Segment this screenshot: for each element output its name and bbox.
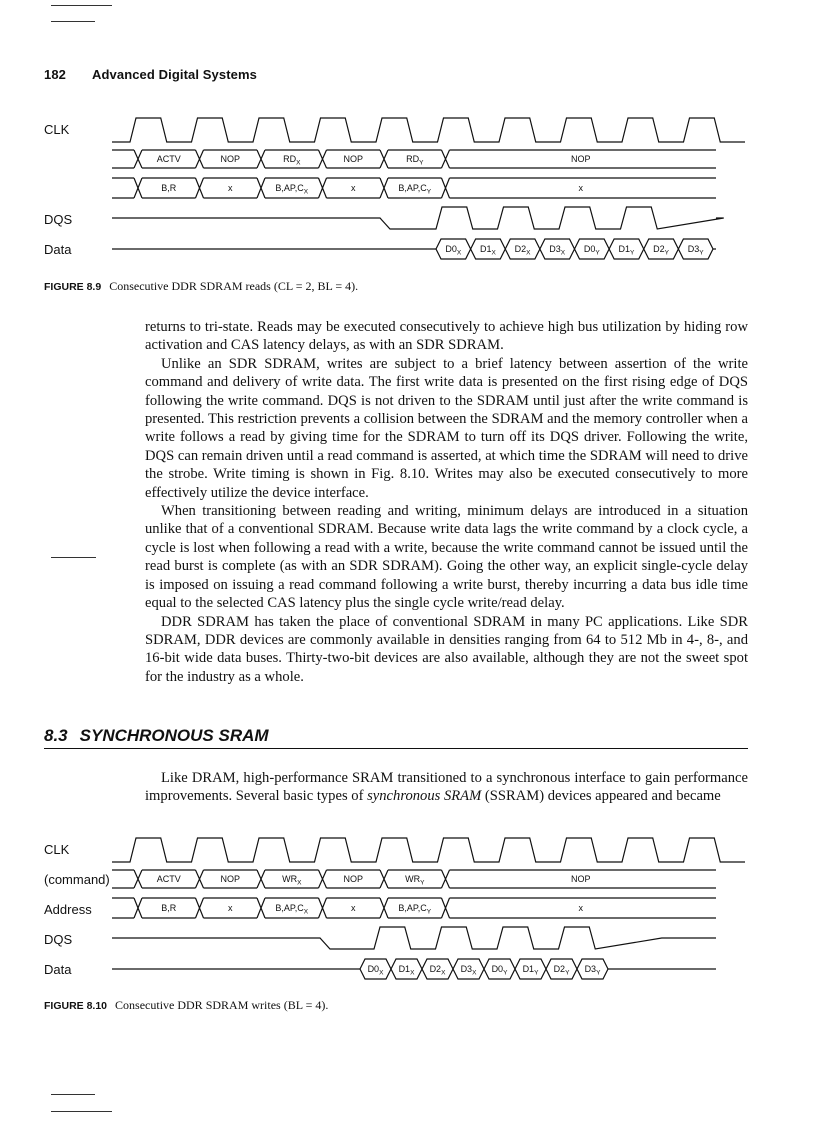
data-cell-label: $D0_Y$	[491, 964, 508, 977]
bus-value-label: x	[228, 183, 233, 194]
subscript: Y	[420, 879, 425, 887]
bus-value-label: ACTV	[156, 154, 181, 165]
subscript: Y	[534, 969, 539, 977]
section-body-text	[145, 769, 748, 806]
subscript: Y	[419, 159, 424, 167]
paragraph: Unlike an SDR SDRAM, writes are subject to a brief latency between assertion of the write command and delivery of write data. The first write data is presented on the first rising edge of DQS following the write command. DQS is not driven to the SDRAM until just after the write command is presented. This restriction prevents a collision between the SDRAM and the memory controller when a write follows a read by giving time for the SDRAM to turn off its DQS driver. Following the write, DQS can remain driven until a read command is asserted, at which time the SDRAM will need to drive the strobe. Write timing is shown in Fig. 8.10. Writes may also be executed consecutively to more effectively utilize the device interface.	[145, 355, 748, 501]
data-cell-label: $D3_Y$	[687, 244, 704, 257]
bus-idle	[112, 178, 134, 198]
bus-value-label: $RD_X$	[283, 154, 301, 167]
bus-segment	[319, 178, 381, 198]
margin-mark	[51, 557, 96, 558]
section-title: SYNCHRONOUS SRAM	[79, 726, 269, 745]
subscript: X	[303, 188, 309, 196]
bus-idle	[112, 870, 134, 888]
section-heading	[44, 726, 748, 749]
bus-value-label: B,R	[161, 183, 177, 194]
dqs-waveform	[112, 927, 716, 949]
bus-value-label: x	[578, 903, 583, 914]
bus-value-label: $RD_Y$	[406, 154, 424, 167]
bus-idle	[112, 150, 134, 168]
bus-value-label: $B,AP,C_X$	[275, 183, 309, 196]
data-cell-label: $D2_Y$	[553, 964, 570, 977]
bus-value-label: NOP	[343, 154, 364, 165]
subscript: X	[456, 249, 462, 257]
bus-value-label: $B,AP,C_Y$	[398, 183, 432, 196]
subscript: X	[472, 969, 477, 977]
bus-value-label: NOP	[570, 154, 591, 165]
body-text	[145, 318, 748, 686]
crop-mark	[51, 1094, 95, 1095]
data-cell-label: $D2_Y$	[653, 244, 669, 257]
bus-segment	[196, 898, 258, 918]
paragraph: When transitioning between reading and writing, minimum delays are introduced in a situation unlike that of a conventional SDRAM. Because write data lags the write command by a clock cycle, a cycle is lost when following a read with a write, because the write command cannot be issued until the read burst is complete (as with an SDR SDRAM). Going the other way, an explicit single-cycle delay is imposed on issuing a read command following a write burst, thereby incurring a data bus idle time equal to the selected CAS latency plus the single cycle write/read delay.	[145, 503, 748, 612]
subscript: X	[410, 969, 415, 977]
paragraph	[145, 769, 748, 806]
clock-waveform	[112, 838, 745, 862]
bus-value-label: x	[228, 903, 233, 914]
subscript: Y	[699, 249, 704, 257]
figure-caption	[44, 998, 328, 1013]
emphasis-term: synchronous SRAM	[367, 788, 482, 805]
data-cell-label: $D1_Y$	[522, 964, 539, 977]
data-cell-label: $D0_X$	[445, 244, 462, 257]
data-cell-label: $D3_X$	[460, 964, 477, 977]
data-cell-label: $D3_X$	[549, 244, 566, 257]
bus-value-label: ACTV	[156, 874, 181, 885]
figure-caption	[44, 279, 358, 294]
subscript: X	[441, 969, 446, 977]
bus-value-label: $WR_Y$	[405, 874, 425, 887]
bus-value-label: x	[351, 183, 356, 194]
figure-label: FIGURE 8.9	[44, 281, 102, 293]
subscript: X	[296, 159, 301, 167]
subscript: X	[560, 249, 566, 257]
bus-value-label: NOP	[570, 874, 591, 885]
caption-text: Consecutive DDR SDRAM writes (BL = 4).	[115, 998, 329, 1012]
dqs-waveform	[112, 207, 724, 229]
crop-mark	[51, 21, 95, 22]
signal-label-dqs: DQS	[44, 932, 73, 947]
crop-mark	[51, 5, 112, 6]
signal-label-data: Data	[44, 962, 72, 977]
bus-value-label: B,R	[161, 903, 177, 914]
bus-value-label: x	[351, 903, 356, 914]
page-number: 182	[44, 67, 66, 82]
bus-segment	[196, 178, 258, 198]
data-cell-label: $D1_Y$	[618, 244, 635, 257]
signal-label-command: (command)	[44, 872, 110, 887]
data-cell-label: $D0_Y$	[583, 244, 600, 257]
subscript: X	[303, 908, 309, 916]
subscript: Y	[503, 969, 508, 977]
subscript: Y	[630, 249, 635, 257]
signal-label-clk: CLK	[44, 122, 70, 137]
subscript: X	[297, 879, 302, 887]
data-cell-label: $D3_Y$	[584, 964, 601, 977]
figure-8-9-timing-diagram	[0, 110, 816, 270]
bus-value-label: $B,AP,C_Y$	[398, 903, 432, 916]
subscript: X	[491, 249, 496, 257]
paragraph: DDR SDRAM has taken the place of conventional SDRAM in many PC applications. Like SDR SDRAM, DDR devices are commonly available in densities ranging from 64 to 512 Mb in 4-, 8-, and 16-bit wide data buses. Thirty-two-bit devices are also available, although they are not the sweet spot for the industry as a whole.	[145, 613, 748, 685]
signal-label-dqs: DQS	[44, 212, 73, 227]
subscript: X	[379, 969, 384, 977]
signal-label-clk: CLK	[44, 842, 70, 857]
signal-label-data: Data	[44, 242, 72, 257]
signal-label-address: Address	[44, 902, 92, 917]
bus-value-label: x	[578, 183, 583, 194]
paragraph: returns to tri-state. Reads may be executed consecutively to achieve high bus utilization by hiding row activation and CAS latency delays, as with an SDR SDRAM.	[145, 319, 748, 354]
bus-idle	[112, 898, 134, 918]
running-title: Advanced Digital Systems	[92, 67, 257, 82]
crop-mark	[51, 1111, 112, 1112]
bus-value-label: $B,AP,C_X$	[275, 903, 309, 916]
running-header	[44, 67, 257, 82]
data-cell-label: $D0_X$	[367, 964, 384, 977]
bus-value-label: NOP	[220, 154, 241, 165]
subscript: Y	[426, 188, 432, 196]
figure-8-10-timing-diagram	[0, 830, 816, 990]
subscript: Y	[565, 969, 570, 977]
subscript: Y	[664, 249, 669, 257]
caption-text: Consecutive DDR SDRAM reads (CL = 2, BL = 4).	[109, 279, 359, 293]
bus-value-label: NOP	[343, 874, 364, 885]
subscript: X	[526, 249, 531, 257]
figure-label: FIGURE 8.10	[44, 1000, 108, 1012]
text-run: Like DRAM, high-performance SRAM transitioned to a synchronous interface to gain performance improvements. Several basic types of	[145, 770, 748, 805]
bus-segment	[319, 898, 381, 918]
clock-waveform	[112, 118, 745, 142]
text-run: (SSRAM) devices appeared and became	[481, 788, 721, 805]
data-cell-label: $D1_X$	[398, 964, 415, 977]
subscript: Y	[426, 908, 432, 916]
data-cell-label: $D1_X$	[480, 244, 496, 257]
bus-value-label: $WR_X$	[282, 874, 302, 887]
bus-value-label: NOP	[220, 874, 241, 885]
subscript: Y	[595, 249, 600, 257]
data-cell-label: $D2_X$	[429, 964, 446, 977]
data-cell-label: $D2_X$	[514, 244, 531, 257]
section-number: 8.3	[44, 726, 68, 745]
subscript: Y	[596, 969, 601, 977]
